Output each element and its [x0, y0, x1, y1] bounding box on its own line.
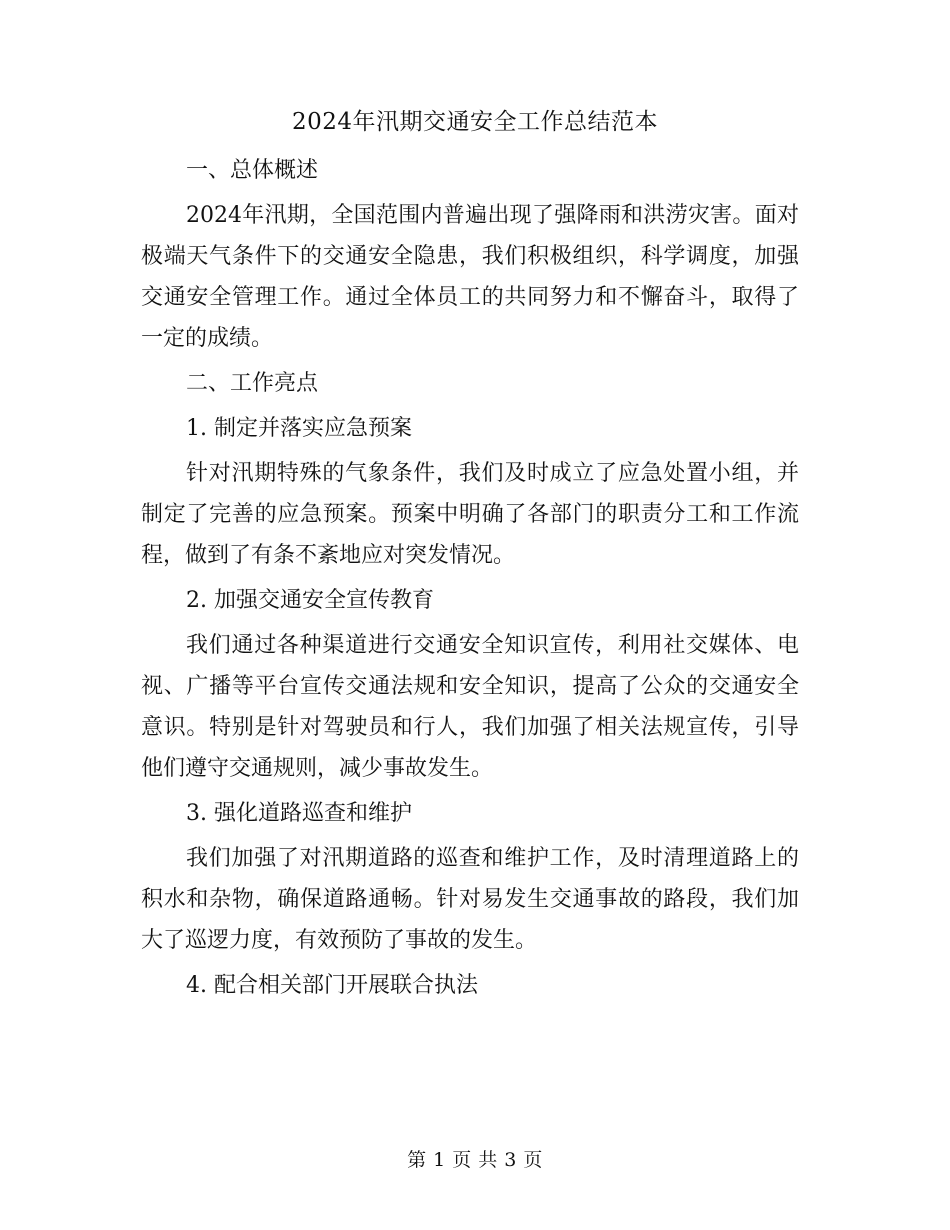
subheading-emergency-plan: 1. 制定并落实应急预案	[186, 416, 412, 441]
page-number-footer: 第 1 页 共 3 页	[407, 1149, 543, 1171]
section-heading-highlights: 二、工作亮点	[186, 371, 319, 396]
document-title: 2024年汛期交通安全工作总结范本	[291, 109, 659, 135]
section-heading-overview: 一、总体概述	[186, 158, 319, 183]
road-patrol-paragraph: 我们加强了对汛期道路的巡查和维护工作，及时清理道路上的积水和杂物，确保道路通畅。针对易发生交通事故的路段，我们加大了巡逻力度，有效预防了事故的发生。	[141, 846, 799, 953]
subheading-joint-enforcement: 4. 配合相关部门开展联合执法	[186, 973, 478, 998]
overview-paragraph: 2024年汛期，全国范围内普遍出现了强降雨和洪涝灾害。面对极端天气条件下的交通安全隐患，我们积极组织，科学调度，加强交通安全管理工作。通过全体员工的共同努力和不懈奋斗，取得了一定的成绩。	[141, 203, 799, 351]
document-body	[141, 150, 799, 1010]
subheading-safety-education: 2. 加强交通安全宣传教育	[186, 588, 434, 613]
emergency-plan-paragraph: 针对汛期特殊的气象条件，我们及时成立了应急处置小组，并制定了完善的应急预案。预案中明确了各部门的职责分工和工作流程，做到了有条不紊地应对突发情况。	[141, 461, 799, 568]
safety-education-paragraph: 我们通过各种渠道进行交通安全知识宣传，利用社交媒体、电视、广播等平台宣传交通法规和安全知识，提高了公众的交通安全意识。特别是针对驾驶员和行人，我们加强了相关法规宣传，引导他们遵守交通规则，减少事故发生。	[141, 633, 799, 781]
subheading-road-patrol: 3. 强化道路巡查和维护	[186, 801, 412, 826]
